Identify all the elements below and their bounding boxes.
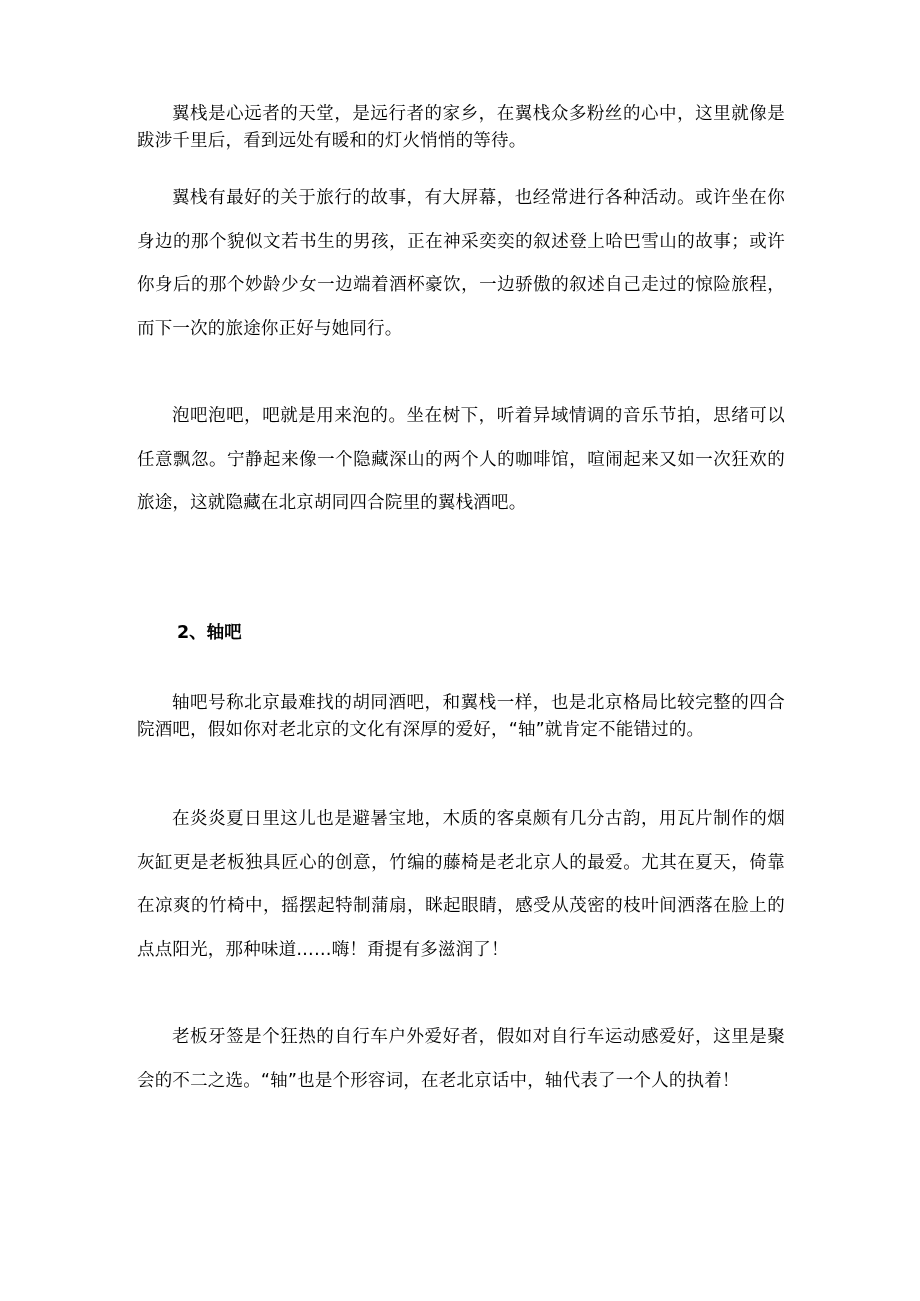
paragraph-yizhan-atmosphere: 泡吧泡吧，吧就是用来泡的。坐在树下，听着异域情调的音乐节拍，思绪可以任意飘忽。宁静起来像一个隐藏深山的两个人的咖啡馆，喧闹起来又如一次狂欢的旅途，这就隐藏在北京胡同四合院里的翼栈酒吧。 — [137, 406, 785, 513]
section-heading-zhouba: 2、轴吧 — [177, 623, 242, 643]
paragraph-zhouba-summer: 在炎炎夏日里这儿也是避暑宝地，木质的客桌颇有几分古韵，用瓦片制作的烟灰缸更是老板独具匠心的创意，竹编的藤椅是老北京人的最爱。尤其在夏天，倚靠在凉爽的竹椅中，摇摆起特制蒲扇，眯起眼睛，感受从茂密的枝叶间洒落在脸上的点点阳光，那种味道……嗨！甭提有多滋润了！ — [137, 809, 785, 960]
paragraph-yizhan-stories: 翼栈有最好的关于旅行的故事，有大屏幕，也经常进行各种活动。或许坐在你身边的那个貌似文若书生的男孩，正在神采奕奕的叙述登上哈巴雪山的故事；或许你身后的那个妙龄少女一边端着酒杯豪饮，一边骄傲的叙述自己走过的惊险旅程，而下一次的旅途你正好与她同行。 — [137, 188, 785, 339]
paragraph-zhouba-intro: 轴吧号称北京最难找的胡同酒吧，和翼栈一样，也是北京格局比较完整的四合院酒吧，假如你对老北京的文化有深厚的爱好，“轴”就肯定不能错过的。 — [137, 693, 785, 740]
paragraph-yizhan-intro: 翼栈是心远者的天堂，是远行者的家乡，在翼栈众多粉丝的心中，这里就像是跋涉千里后，看到远处有暖和的灯火悄悄的等待。 — [137, 104, 785, 151]
paragraph-zhouba-owner: 老板牙签是个狂热的自行车户外爱好者，假如对自行车运动感爱好，这里是聚会的不二之选。“轴”也是个形容词，在老北京话中，轴代表了一个人的执着！ — [137, 1027, 785, 1091]
